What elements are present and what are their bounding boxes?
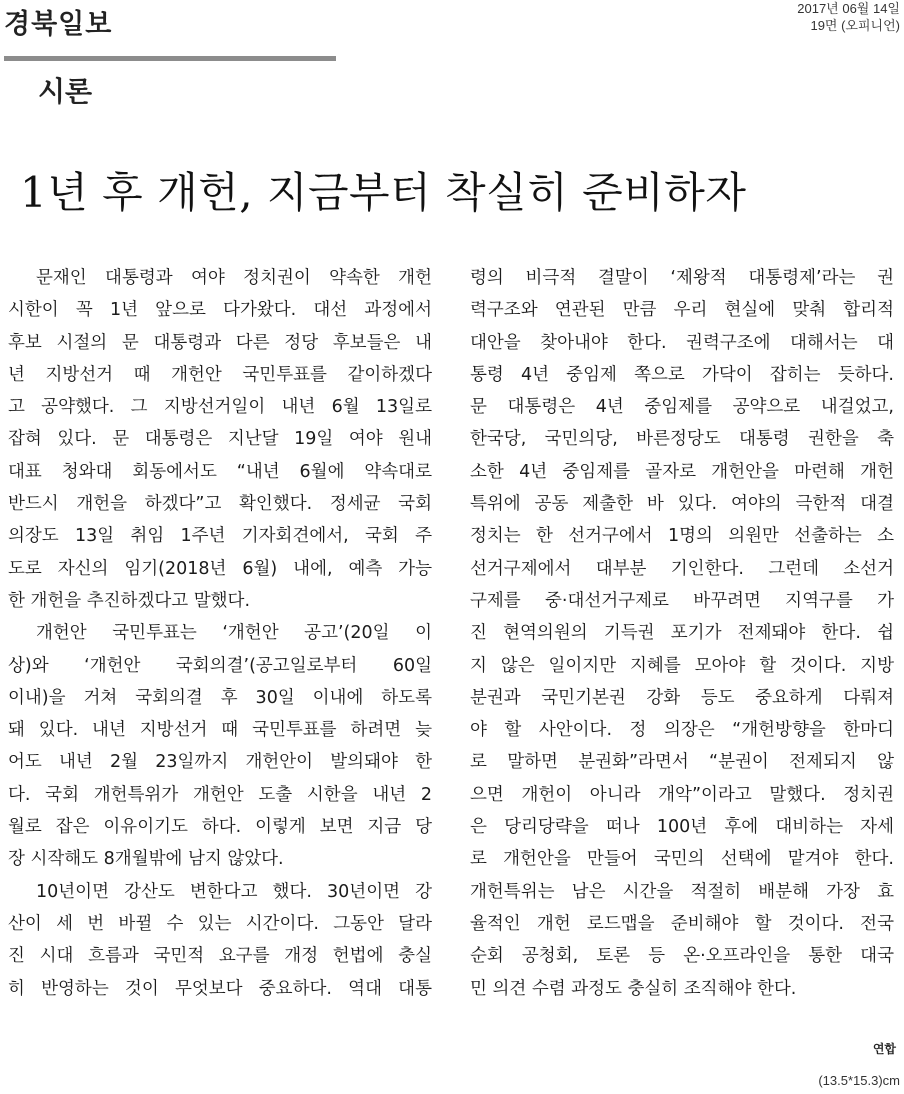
text-line: 야 할 사안이다. 정 의장은 “개헌방향을 한마디 (470, 720, 894, 741)
text-line: 후보 시절의 문 대통령과 다른 정당 후보들은 내 (8, 332, 432, 353)
byline: 연합 (872, 1042, 896, 1056)
text-line: 히 반영하는 것이 무엇보다 중요하다. 역대 대통 (8, 978, 432, 999)
text-line: 잡혀 있다. 문 대통령은 지난달 19일 여야 원내 (8, 429, 432, 450)
text-line: 분권과 국민기본권 강화 등도 중요하게 다뤄져 (470, 687, 894, 708)
header-rule (4, 56, 336, 61)
newspaper-name: 경북일보 (4, 9, 113, 40)
text-line: 로 개헌안을 만들어 국민의 선택에 맡겨야 한다. (470, 849, 894, 870)
text-line: 돼 있다. 내년 지방선거 때 국민투표를 하려면 늦 (8, 720, 432, 741)
text-line: 특위에 공동 제출한 바 있다. 여야의 극한적 대결 (470, 494, 894, 515)
text-line: 로 말하면 분권화”라면서 “분권이 전제되지 않 (470, 752, 894, 773)
text-line: 고 공약했다. 그 지방선거일이 내년 6월 13일로 (8, 397, 432, 418)
text-line: 은 당리당략을 떠나 100년 후에 대비하는 자세 (470, 817, 894, 838)
text-line: 한 개헌을 추진하겠다고 말했다. (8, 590, 251, 611)
text-line: 령의 비극적 결말이 ‘제왕적 대통령제’라는 권 (470, 268, 894, 288)
text-line: 통령 4년 중임제 쪽으로 가닥이 잡히는 듯하다. (470, 364, 894, 385)
text-line: 진 현역의원의 기득권 포기가 전제돼야 한다. 쉽 (470, 623, 894, 644)
page-info: 19면 (오피니언) (810, 18, 900, 33)
text-line: 소한 4년 중임제를 골자로 개헌안을 마련해 개헌 (470, 461, 894, 482)
text-line: 시한이 꼭 1년 앞으로 다가왔다. 대선 과정에서 (8, 300, 432, 321)
text-line: 구제를 중·대선거구제로 바꾸려면 지역구를 가 (470, 590, 894, 611)
text-line: 진 시대 흐름과 국민적 요구를 개정 헌법에 충실 (8, 946, 432, 967)
text-line: 월로 잡은 이유이기도 하다. 이렇게 보면 지금 당 (8, 817, 432, 838)
article-column-right (470, 262, 894, 1005)
text-line: 10년이면 강산도 변한다고 했다. 30년이면 강 (36, 881, 432, 902)
dateline (797, 0, 900, 34)
text-line: 선거구제에서 대부분 기인한다. 그런데 소선거 (470, 558, 894, 579)
text-line: 율적인 개헌 로드맵을 준비해야 할 것이다. 전국 (470, 913, 894, 934)
text-line: 산이 세 번 바뀔 수 있는 시간이다. 그동안 달라 (8, 913, 432, 934)
text-line: 한국당, 국민의당, 바른정당도 대통령 권한을 축 (470, 429, 894, 450)
text-line: 장 시작해도 8개월밖에 남지 않았다. (8, 849, 284, 870)
text-line: 민 의견 수렴 과정도 충실히 조직해야 한다. (470, 978, 797, 999)
text-line: 개헌안 국민투표는 ‘개헌안 공고’(20일 이 (36, 623, 432, 644)
text-line: 대표 청와대 회동에서도 “내년 6월에 약속대로 (8, 461, 432, 482)
text-line: 문 대통령은 4년 중임제를 공약으로 내걸었고, (470, 397, 894, 418)
section-label: 시론 (38, 75, 93, 108)
text-line: 상)와 ‘개헌안 국회의결’(공고일로부터 60일 (8, 655, 432, 676)
article-column-left (8, 262, 432, 1005)
text-line: 어도 내년 2월 23일까지 개헌안이 발의돼야 한 (8, 752, 432, 773)
publication-date: 2017년 06월 14일 (797, 1, 900, 16)
text-line: 대안을 찾아내야 한다. 권력구조에 대해서는 대 (470, 332, 894, 353)
text-line: 문재인 대통령과 여야 정치권이 약속한 개헌 (36, 268, 432, 288)
text-line: 정치는 한 선거구에서 1명의 의원만 선출하는 소 (470, 526, 894, 547)
text-line: 다. 국회 개헌특위가 개헌안 도출 시한을 내년 2 (8, 784, 432, 805)
headline: 1년 후 개헌, 지금부터 착실히 준비하자 (20, 168, 747, 217)
text-line: 순회 공청회, 토론 등 온·오프라인을 통한 대국 (470, 946, 894, 967)
text-line: 지 않은 일이지만 지혜를 모아야 할 것이다. 지방 (470, 655, 894, 676)
text-line: 으면 개헌이 아니라 개악”이라고 말했다. 정치권 (470, 784, 894, 805)
text-line: 의장도 13일 취임 1주년 기자회견에서, 국회 주 (8, 526, 432, 547)
text-line: 이내)을 거쳐 국회의결 후 30일 이내에 하도록 (8, 687, 432, 708)
text-line: 반드시 개헌을 하겠다”고 확인했다. 정세균 국회 (8, 494, 432, 515)
text-line: 도로 자신의 임기(2018년 6월) 내에, 예측 가능 (8, 558, 432, 579)
text-line: 년 지방선거 때 개헌안 국민투표를 같이하겠다 (8, 364, 432, 385)
text-line: 개헌특위는 남은 시간을 적절히 배분해 가장 효 (470, 881, 894, 902)
text-line: 력구조와 연관된 만큼 우리 현실에 맞춰 합리적 (470, 300, 894, 321)
article-size-note: (13.5*15.3)cm (818, 1073, 900, 1088)
